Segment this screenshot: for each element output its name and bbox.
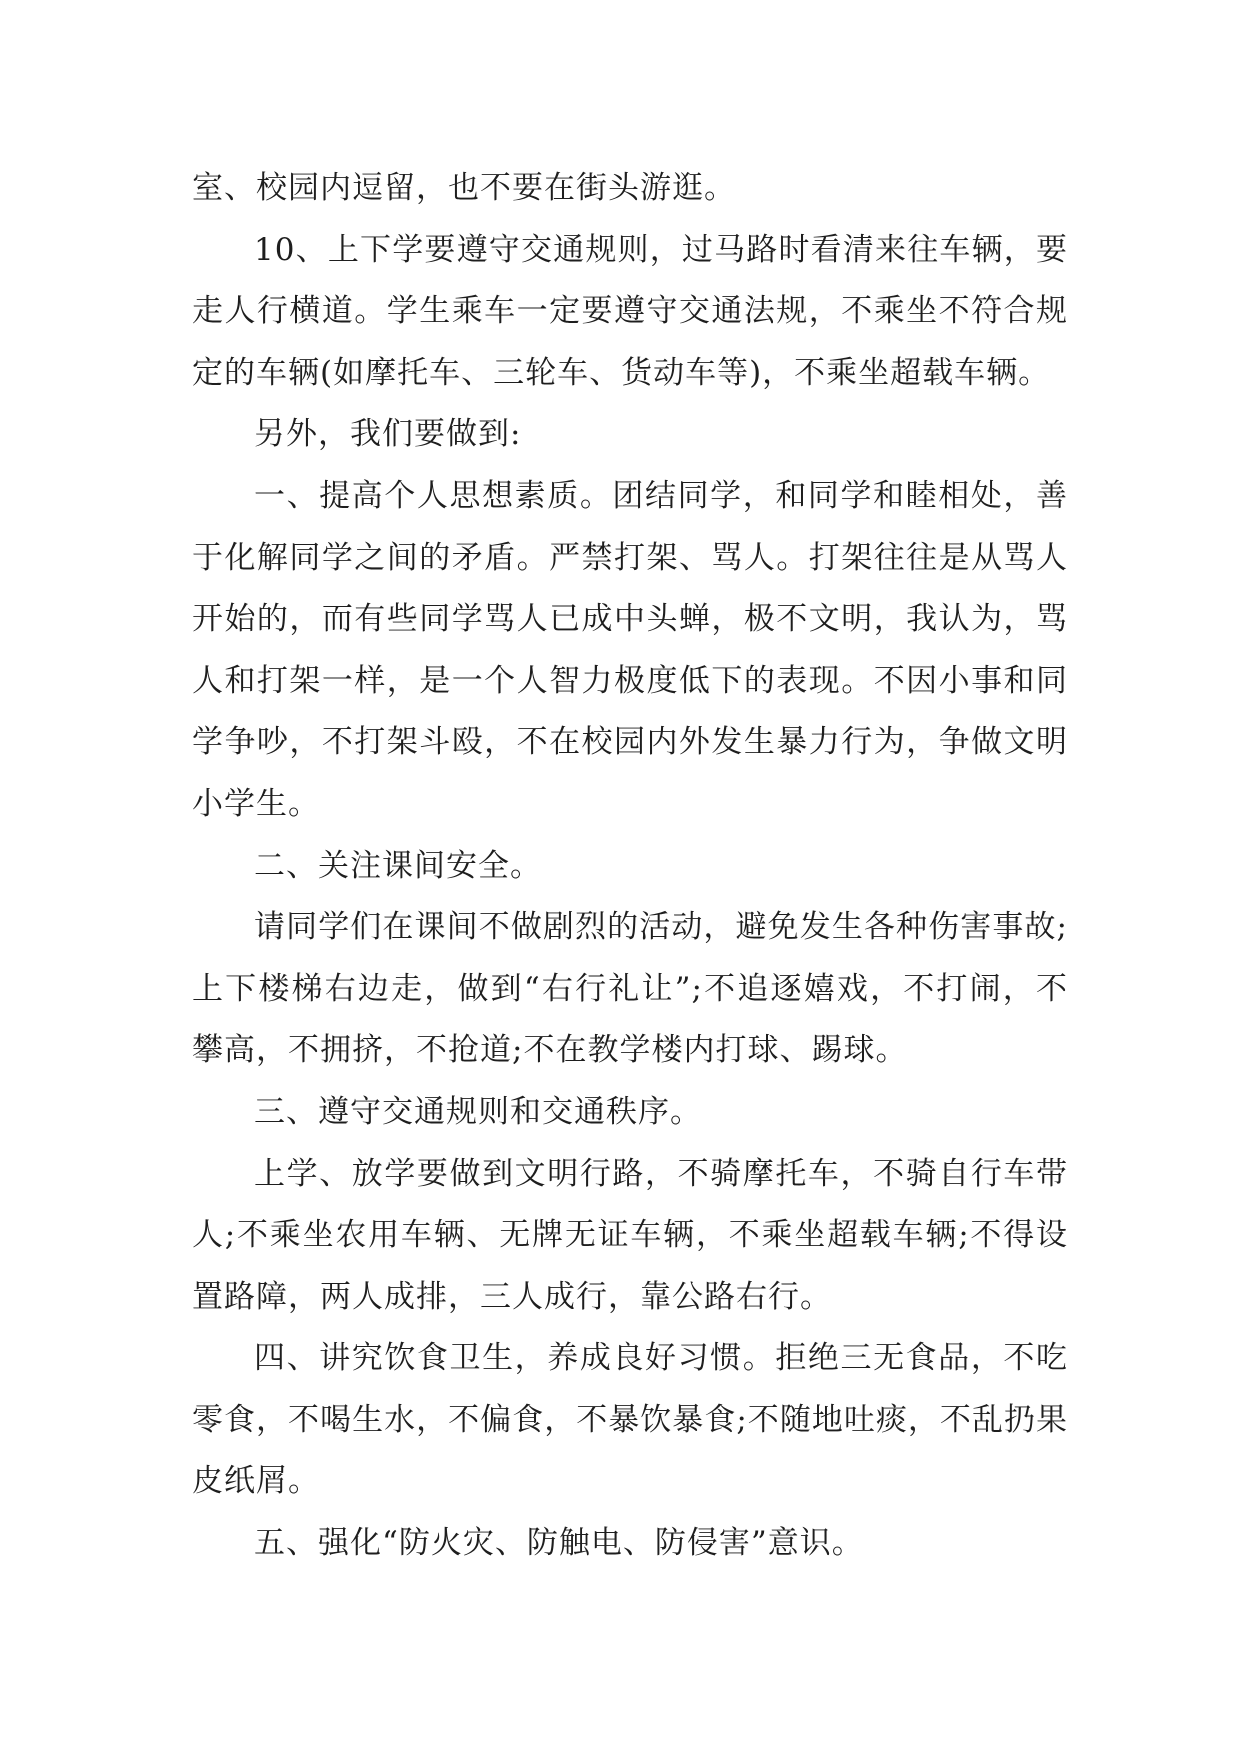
heading-item-2: 二、关注课间安全。 — [254, 847, 542, 884]
paragraph-rule-10: 10、上下学要遵守交通规则，过马路时看清来往车辆，要走人行横道。学生乘车一定要遵守交通法规，不乘坐不符合规定的车辆(如摩托车、三轮车、货动车等)，不乘坐超载车辆。 — [192, 231, 1068, 391]
paragraph-continuation: 室、校园内逗留，也不要在街头游逛。 — [192, 170, 736, 206]
paragraph-intro: 另外，我们要做到: — [254, 416, 522, 453]
document-body — [192, 158, 1068, 1575]
paragraph-item-3: 上学、放学要做到文明行路，不骑摩托车，不骑自行车带人;不乘坐农用车辆、无牌无证车辆，不乘坐超载车辆;不得设置路障，两人成排，三人成行，靠公路右行。 — [192, 1155, 1068, 1315]
heading-item-3: 三、遵守交通规则和交通秩序。 — [254, 1093, 702, 1130]
paragraph-item-1: 一、提高个人思想素质。团结同学，和同学和睦相处，善于化解同学之间的矛盾。严禁打架、骂人。打架往往是从骂人开始的，而有些同学骂人已成中头蝉，极不文明，我认为，骂人和打架一样，是一个人智力极度低下的表现。不因小事和同学争吵，不打架斗殴，不在校园内外发生暴力行为，争做文明小学生。 — [192, 477, 1068, 822]
paragraph-item-4: 四、讲究饮食卫生，养成良好习惯。拒绝三无食品，不吃零食，不喝生水，不偏食，不暴饮暴食;不随地吐痰，不乱扔果皮纸屑。 — [192, 1340, 1068, 1500]
paragraph-item-2: 请同学们在课间不做剧烈的活动，避免发生各种伤害事故;上下楼梯右边走，做到“右行礼让”;不追逐嬉戏，不打闹，不攀高，不拥挤，不抢道;不在教学楼内打球、踢球。 — [192, 909, 1068, 1069]
heading-item-5: 五、强化“防火灾、防触电、防侵害”意识。 — [254, 1525, 864, 1562]
